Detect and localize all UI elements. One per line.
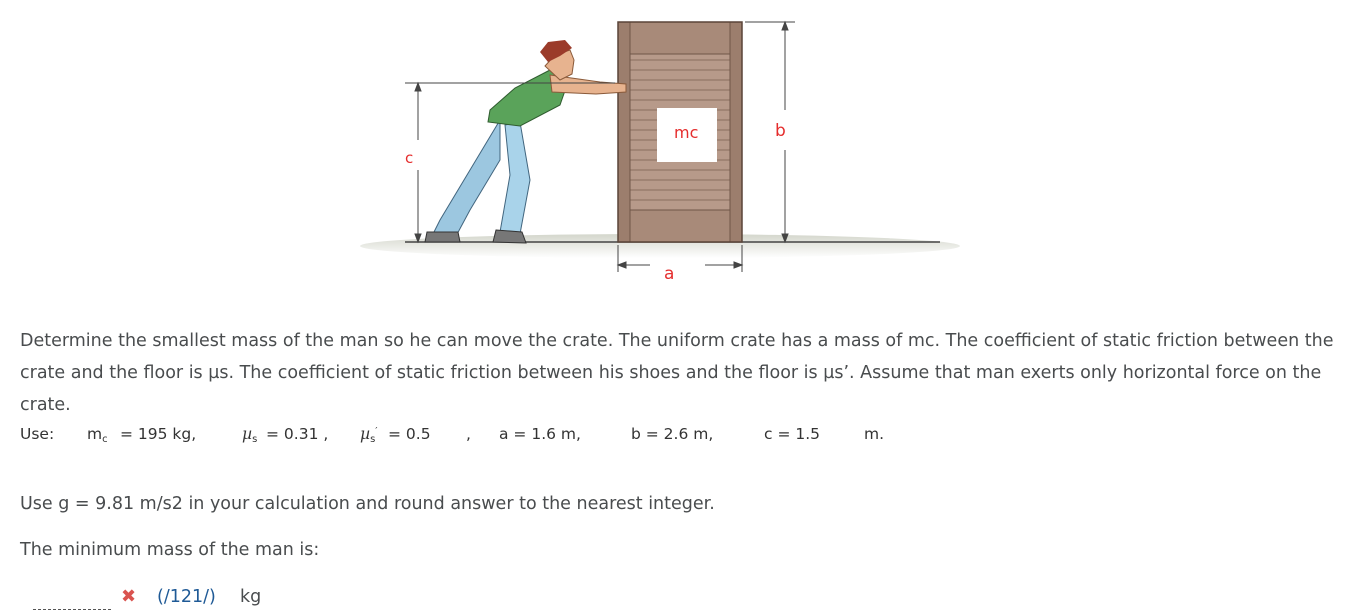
b-value: b = 2.6 m, <box>631 425 714 443</box>
musp-sup: ′ <box>375 426 378 437</box>
mc-sub: c <box>102 434 108 445</box>
problem-figure <box>0 0 1362 300</box>
correct-answer: (/121/) <box>157 587 216 607</box>
a-value: a = 1.6 m, <box>499 425 581 443</box>
answer-unit: kg <box>240 587 262 607</box>
mc-symbol: m <box>87 425 103 443</box>
musp-symbol: µ <box>360 425 371 443</box>
c-unit: m. <box>864 425 885 443</box>
given-values <box>20 425 1340 451</box>
mus-value: = 0.31 , <box>266 425 329 443</box>
x-mark-icon: ✖ <box>121 586 137 607</box>
answer-input[interactable] <box>33 585 111 610</box>
label-b: b <box>775 121 786 141</box>
mus-symbol: µ <box>242 425 253 443</box>
man-pushing-figure <box>425 40 626 243</box>
use-prefix: Use: <box>20 425 55 443</box>
dimension-b <box>745 22 795 242</box>
musp-sub: s <box>370 434 376 445</box>
mc-value: = 195 kg, <box>120 425 197 443</box>
c-value: c = 1.5 <box>764 425 821 443</box>
label-a: a <box>664 264 675 284</box>
musp-term <box>360 425 378 445</box>
mc-term <box>87 425 108 445</box>
mus-sub: s <box>252 434 258 445</box>
musp-value: = 0.5 <box>388 425 431 443</box>
mus-term <box>242 425 257 445</box>
separator: , <box>466 425 471 443</box>
label-mc: mc <box>674 123 699 142</box>
instruction-text: Use g = 9.81 m/s2 in your calculation and round answer to the nearest integer. <box>20 494 715 514</box>
label-c: c <box>405 149 414 167</box>
problem-statement: Determine the smallest mass of the man so he can move the crate. The uniform crate has a mass of mc. The coefficient of static friction between the crate and the floor is µs. The coefficient of static friction between his shoes and the floor is µs’. Assume that man exerts only horizontal force on the crate. <box>20 331 1334 415</box>
question-text: The minimum mass of the man is: <box>20 540 320 560</box>
